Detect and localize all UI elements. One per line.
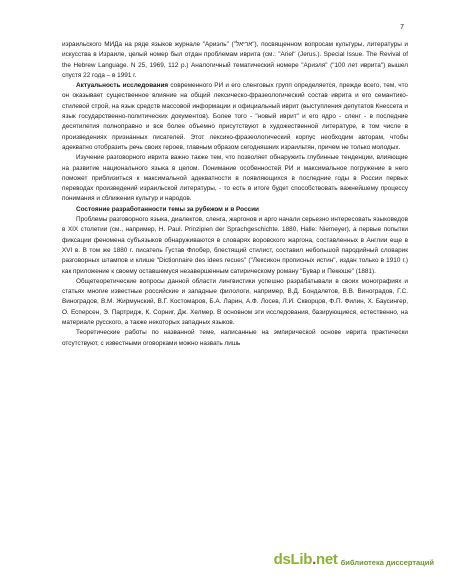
- paragraph: Общетеоретические вопросы данной области лингвистики успешно разрабатывали в своих монографиях и статьях многие известные российские и западные филологи, например, В.Д. Бондалетов, В.В. Виноградов, Г.С. Виноградов, В.М. Жирмунский, В.Г. Костомаров, Б.А. Ларин, А.Ф. Лосев, Л.И. Скворцов, Ф.П. Филин, Х. Баусингер, О. Есперсен, Э. Партридж, К. Сорниг, Дж. Хелмер. В основном эти исследования, базирующиеся, естественно, на материале русского, а также некоторых западных языков.: [62, 277, 408, 327]
- watermark-subtitle: библиотека диссертаций: [340, 557, 434, 567]
- relevance-lead: Актуальность исследования: [76, 82, 169, 90]
- dslib-logo: dsLib.net: [273, 551, 338, 568]
- page-number: 7: [400, 24, 404, 31]
- paragraph: израильского МИДа на ряде языков журнале "Ариэль" ("אריאל"), посвященном вопросам культуры, литературы и искусства в Израиле, целый номер был отдан проблемам иврита (см.: "Ariel" (Jerus.). Special Issue. The Revival of the Hebrew Language. N 25, 1969, 112 p.) Аналогичный тематический номере "Ариэля" ("100 лет иврита") вышел спустя 22 года – в 1991 г.: [62, 41, 408, 79]
- relevance-text: современного РИ и его сленговых групп определяется, прежде всего, тем, что он оказывает существенное влияние на общий лексическо-фразеологический состав иврита и его семантико-стилевой строй, на язык средств массовой информации и официальный иврит (выступления депутатов Кнессета и язык государственно-политических документов). Более того - "новый иврит" и его ядро - сленг - в последние десятилетия полноправно и все более объемно присутствуют в художественной литературе, в том числе в произведениях признанных писателей. Этот лексико-фразеологический корпус необходим авторам, чтобы адекватно отобразить речь своих героев, главным образом сегодняшних израильтян, причем не только молодых.: [62, 82, 408, 151]
- paragraph: Изучение разговорного иврита важно также тем, что позволяет обнаружить глубинные тенденции, влияющие на развитие национального языка в целом. Понимание особенностей РИ и максимальное погружение в него поможет приблизиться к максимальной адекватности в появляющихся в последние годы в России первых переводах произведений израильской литературы, - то есть в итоге будет способствовать важнейшему процессу понимания и сближения культур и народов.: [62, 154, 408, 203]
- paragraph: Теоретические работы по названной теме, написанные на эмпирической основе иврита практически отсутствуют, с известными оговорками можно назвать лишь: [62, 329, 408, 347]
- paragraph-relevance: [62, 81, 408, 153]
- dslib-watermark: [274, 551, 434, 568]
- document-body: [62, 40, 408, 349]
- section-heading: Состояние разработанности темы за рубежом и в России: [76, 205, 259, 213]
- paragraph: Проблемы разговорного языка, диалектов, сленга, жаргонов и арго начали серьезно интересовать языковедов в XIX столетии (см., например, H. Paul. Prinzipien der Sprachgeschichte. 1880, Halle: Niemeyer), а первые попытки фиксации феномена субъязыков обнаруживаются в словарях воровского жаргона, составленных в Англии еще в XVI в. В том же 1880 г. писатель Густав Флобер, блестящий стилист, составил небольшой пародийный словарик разговорных штампов и клише "Dictionnaire des idees recues" ("Лексикон прописных истин", издан только в 1910 г.) как приложение к своему оставшемуся незавершенным сатирическому роману "Бувар и Пекюше" (1881).: [62, 216, 408, 275]
